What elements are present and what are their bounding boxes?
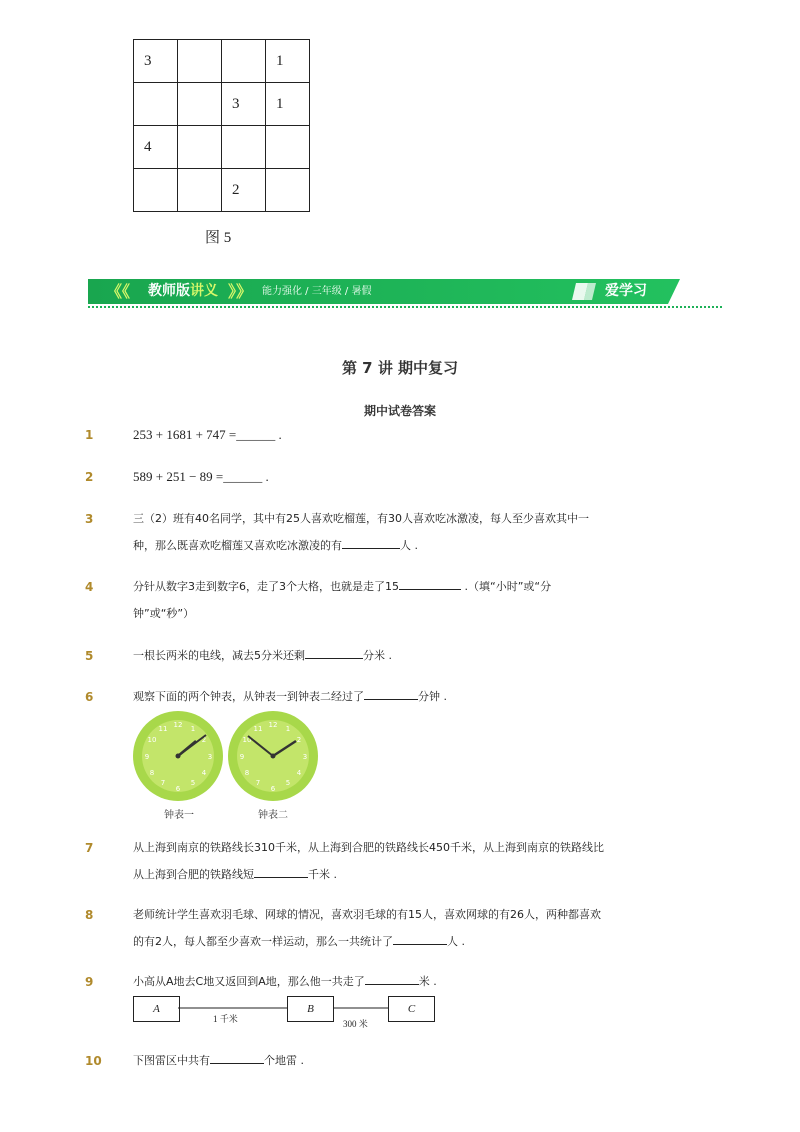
svg-text:5: 5 [190, 779, 196, 787]
banner-title: 教师版讲义 [148, 283, 218, 299]
question-number: 1 [85, 428, 94, 442]
svg-text:2: 2 [201, 736, 207, 744]
grid-cell: 3 [134, 40, 178, 83]
svg-text:12: 12 [268, 721, 278, 729]
grid-cell: 1 [266, 40, 310, 83]
grid-cell: 1 [266, 83, 310, 126]
question-line: 钟”或“秒”） [133, 607, 195, 620]
point-c-box: C [388, 996, 435, 1022]
svg-text:》》: 》》 [228, 282, 253, 301]
svg-text:4: 4 [296, 769, 302, 777]
question-number: 3 [85, 512, 94, 526]
svg-text:9: 9 [239, 753, 245, 761]
clock-two-label: 钟表二 [258, 810, 288, 821]
svg-text:1: 1 [285, 725, 291, 733]
svg-text:8: 8 [244, 769, 250, 777]
answer-blank [399, 577, 461, 590]
figure-caption: 图 5 [205, 230, 232, 246]
answer-blank [342, 536, 400, 549]
question-text: 小高从A地去C地又返回到A地，那么他一共走了 米 . [133, 968, 633, 995]
svg-text:11: 11 [158, 725, 168, 733]
question-text [133, 505, 653, 559]
question-line: 老师统计学生喜欢羽毛球、网球的情况，喜欢羽毛球的有15人，喜欢网球的有26人，两种都喜欢 [133, 908, 601, 921]
answer-blank [305, 646, 363, 659]
route-diagram [133, 996, 453, 1036]
grid-cell: 3 [222, 83, 266, 126]
question-line: 从上海到南京的铁路线长310千米，从上海到合肥的铁路线长450千米，从上海到南京的铁路线比 [133, 841, 604, 854]
svg-text:3: 3 [302, 753, 308, 761]
question-line: 种，那么既喜欢吃榴莲又喜欢吃冰激凌的有 人 . [133, 532, 653, 559]
svg-text:2: 2 [296, 736, 302, 744]
question-line: 的有2人，每人都至少喜欢一样运动，那么一共统计了 人 . [133, 928, 653, 955]
svg-text:10: 10 [147, 736, 157, 744]
svg-text:7: 7 [160, 779, 166, 787]
distance-bc: 300 米 [343, 1019, 368, 1029]
question-number: 10 [85, 1054, 102, 1068]
question-text [133, 573, 653, 627]
question-text: 下图雷区中共有 个地雷 . [133, 1047, 633, 1074]
question-text [133, 901, 653, 955]
grid-cell [178, 83, 222, 126]
brand-logo: 爱学习 [605, 283, 647, 299]
svg-text:《《: 《《 [106, 282, 131, 301]
point-a-box: A [133, 996, 180, 1022]
question-text: 一根长两米的电线，减去5分米还剩 分米 . [133, 642, 633, 669]
svg-text:10: 10 [242, 736, 252, 744]
clocks-figure [130, 710, 330, 820]
question-number: 8 [85, 908, 94, 922]
clock-two [228, 711, 318, 801]
question-line: 分针从数字3走到数字6，走了3个大格，也就是走了15 .（填“小时”或“分 [133, 573, 653, 600]
question-number: 2 [85, 470, 94, 484]
answer-blank [393, 932, 447, 945]
grid-cell [222, 126, 266, 169]
svg-text:11: 11 [253, 725, 263, 733]
svg-text:6: 6 [175, 785, 181, 793]
grid-cell: 4 [134, 126, 178, 169]
svg-text:3: 3 [207, 753, 213, 761]
question-line: 从上海到合肥的铁路线短 千米 . [133, 861, 653, 888]
banner-divider [88, 306, 722, 308]
grid-cell [178, 40, 222, 83]
grid-cell [134, 169, 178, 212]
svg-text:7: 7 [255, 779, 261, 787]
distance-ab: 1 千米 [213, 1014, 238, 1024]
svg-text:1: 1 [190, 725, 196, 733]
header-banner [88, 279, 680, 304]
svg-text:5: 5 [285, 779, 291, 787]
answer-blank [210, 1051, 264, 1064]
number-grid [133, 39, 310, 212]
question-text: 589 + 251 − 89 =______ . [133, 469, 269, 484]
clock-one [133, 711, 223, 801]
svg-text:8: 8 [149, 769, 155, 777]
svg-text:9: 9 [144, 753, 150, 761]
question-text: 253 + 1681 + 747 =______ . [133, 427, 282, 442]
svg-text:12: 12 [173, 721, 183, 729]
question-text: 观察下面的两个钟表，从钟表一到钟表二经过了 分钟 . [133, 683, 633, 710]
question-number: 5 [85, 649, 94, 663]
grid-cell [266, 126, 310, 169]
grid-cell [134, 83, 178, 126]
grid-cell [222, 40, 266, 83]
answer-blank [254, 865, 308, 878]
answer-blank [364, 687, 418, 700]
point-b-box: B [287, 996, 334, 1022]
svg-text:4: 4 [201, 769, 207, 777]
grid-cell: 2 [222, 169, 266, 212]
banner-subtitle: 能力强化 / 三年级 / 暑假 [262, 286, 372, 297]
question-line: 三（2）班有40名同学，其中有25人喜欢吃榴莲，有30人喜欢吃冰激凌，每人至少喜欢其中一 [133, 512, 589, 525]
question-text [133, 834, 653, 888]
question-number: 4 [85, 580, 94, 594]
question-number: 9 [85, 975, 94, 989]
svg-text:6: 6 [270, 785, 276, 793]
clock-one-label: 钟表一 [164, 810, 194, 821]
question-number: 7 [85, 841, 94, 855]
question-number: 6 [85, 690, 94, 704]
section-title: 期中试卷答案 [363, 404, 436, 418]
grid-cell [178, 126, 222, 169]
lecture-title: 第 7 讲 期中复习 [341, 359, 459, 377]
grid-cell [178, 169, 222, 212]
answer-blank [365, 972, 419, 985]
grid-cell [266, 169, 310, 212]
